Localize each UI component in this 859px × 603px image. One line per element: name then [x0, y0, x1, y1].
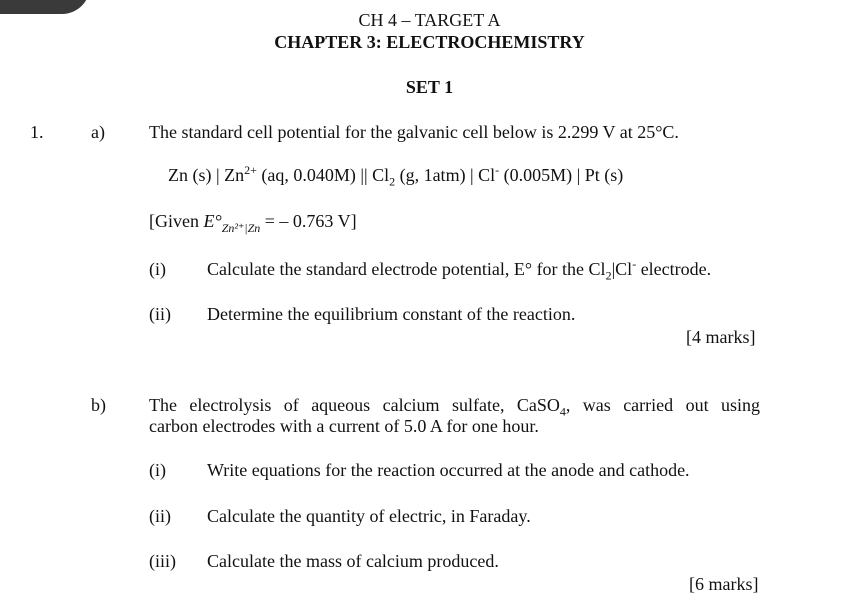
part-a-stem: The standard cell potential for the galvanic cell below is 2.299 V at 25°C.	[149, 122, 679, 142]
part-b-iii-label: (iii)	[149, 551, 176, 571]
page-title: CH 4 – TARGET A	[358, 10, 501, 30]
part-a-i-label: (i)	[149, 259, 166, 279]
chapter-title: CHAPTER 3: ELECTROCHEMISTRY	[274, 32, 585, 52]
part-b-marks: [6 marks]	[689, 574, 759, 594]
part-a-ii-label: (ii)	[149, 304, 171, 324]
part-b-i-text: Write equations for the reaction occurred at the anode and cathode.	[207, 460, 690, 480]
part-b-i-label: (i)	[149, 460, 166, 480]
set-title: SET 1	[405, 77, 454, 97]
part-b-stem-line2: carbon electrodes with a current of 5.0 A for one hour.	[149, 416, 539, 436]
part-b-ii-label: (ii)	[149, 506, 171, 526]
part-b-label: b)	[91, 395, 106, 415]
cell-notation: Zn (s) | $Zn^{2+}$ (aq, 0.040M) || $Cl_2$ (g, 1atm) | Cl- (0.005M) | Pt (s)	[168, 163, 624, 189]
part-b-stem-line1: The electrolysis of aqueous calcium sulfate, CaSO$_4$, was carried out using	[149, 395, 760, 419]
part-a-i-text: Calculate the standard electrode potential, E° for the $Cl_2|Cl^-$ electrode.	[207, 257, 712, 283]
question-number: 1.	[30, 122, 44, 142]
part-a-marks: [4 marks]	[686, 327, 756, 347]
given-value: [Given $E^\circ_{Zn^{2+}|Zn}$ = – 0.763 V]	[149, 211, 357, 235]
part-b-iii-text: Calculate the mass of calcium produced.	[207, 551, 499, 571]
part-b-ii-text: Calculate the quantity of electric, in Faraday.	[207, 506, 531, 526]
part-a-label: a)	[91, 122, 105, 142]
part-a-ii-text: Determine the equilibrium constant of the reaction.	[207, 304, 576, 324]
